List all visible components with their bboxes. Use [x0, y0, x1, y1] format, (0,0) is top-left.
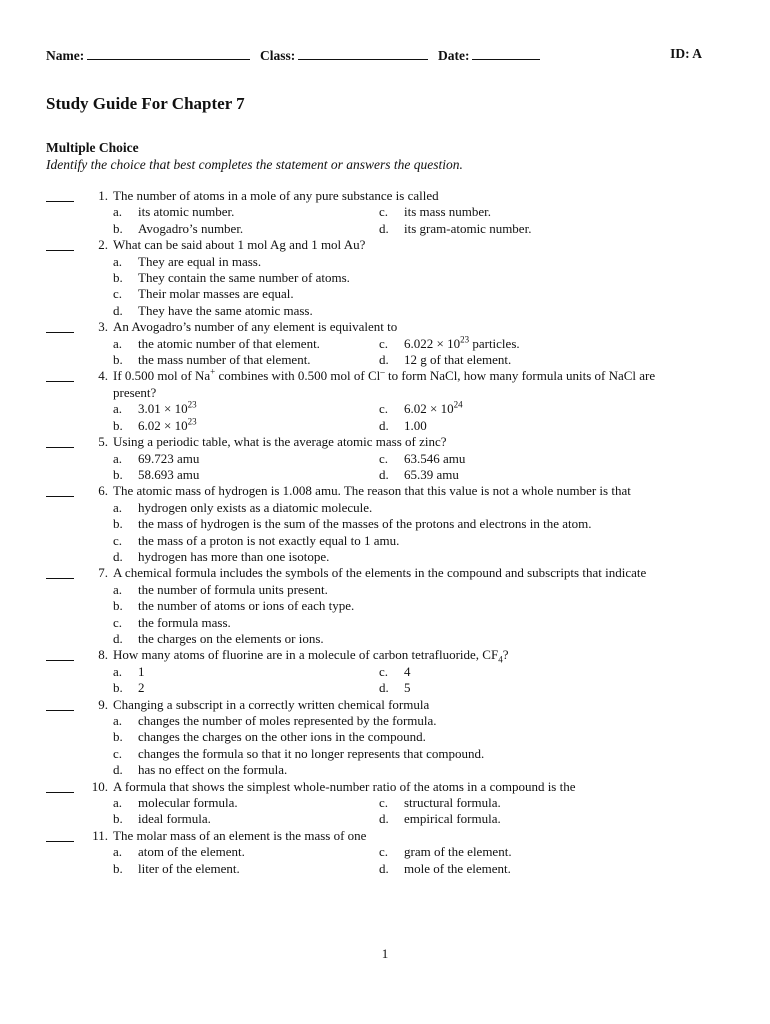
answer-option [113, 664, 379, 680]
answer-options [113, 336, 706, 369]
class-blank [298, 46, 428, 60]
option-letter: c. [113, 614, 123, 630]
question-item [46, 565, 706, 647]
question-number: 11. [92, 827, 108, 843]
answer-option [379, 664, 706, 680]
question-item [46, 319, 706, 368]
answer-blank [46, 201, 74, 202]
answer-blank [46, 381, 74, 382]
answer-option [113, 533, 706, 549]
option-letter: d. [379, 466, 389, 482]
option-letter: d. [113, 302, 123, 318]
question-text: The atomic mass of hydrogen is 1.008 amu. The reason that this value is not a whole number is that [113, 483, 631, 499]
option-text: They are equal in mass. [138, 253, 262, 269]
question-number: 10. [91, 778, 108, 794]
answer-option [113, 811, 379, 827]
question-number: 3. [98, 319, 108, 335]
option-letter: b. [113, 598, 123, 614]
question-text: The molar mass of an element is the mass of one [113, 827, 367, 843]
option-text: $3.01 \times 10^{23}$ [138, 399, 197, 417]
option-letter: b. [113, 860, 123, 876]
name-field [46, 46, 250, 64]
answer-option [113, 221, 379, 237]
option-letter: c. [113, 532, 123, 548]
answer-option [379, 204, 706, 220]
question-text: Changing a subscript in a correctly written chemical formula [113, 696, 430, 712]
answer-option [113, 631, 706, 647]
option-text: 4 [404, 663, 411, 679]
answer-options [113, 713, 706, 779]
option-text: mole of the element. [404, 860, 511, 876]
answer-option [113, 451, 379, 467]
answer-option [113, 713, 706, 729]
option-letter: c. [379, 663, 389, 679]
option-text: ideal formula. [138, 811, 211, 827]
answer-options [113, 401, 706, 434]
option-text: its gram-atomic number. [404, 220, 532, 236]
answer-option [113, 680, 379, 696]
option-letter: b. [113, 270, 123, 286]
question-number: 8. [98, 647, 108, 663]
answer-option [113, 352, 379, 368]
answer-options [113, 664, 706, 697]
question-item [46, 828, 706, 877]
answer-option [113, 746, 706, 762]
option-text: changes the formula so that it no longer represents that compound. [138, 745, 485, 761]
answer-option [113, 582, 706, 598]
question-number: 7. [98, 565, 108, 581]
answer-option [113, 418, 379, 434]
option-text: liter of the element. [138, 860, 240, 876]
option-text: 63.546 amu [404, 450, 466, 466]
option-letter: a. [113, 450, 123, 466]
option-letter: a. [113, 713, 123, 728]
option-letter: c. [379, 401, 389, 417]
answer-option [113, 336, 379, 352]
section-title: Multiple Choice [46, 140, 139, 155]
option-letter: b. [113, 729, 123, 745]
option-text: 1.00 [404, 417, 427, 433]
option-text: hydrogen has more than one isotope. [138, 548, 330, 564]
option-text: 58.693 amu [138, 466, 200, 482]
answer-option [379, 451, 706, 467]
option-text: Avogadro’s number. [138, 220, 244, 236]
question-list [46, 188, 706, 877]
option-text: $6.02 \times 10^{24}$ [404, 399, 463, 417]
page-title: Study Guide For Chapter 7 [46, 94, 245, 113]
option-text: empirical formula. [404, 811, 501, 827]
answer-blank [46, 578, 74, 579]
option-letter: d. [379, 352, 389, 368]
option-text: the number of atoms or ions of each type. [138, 598, 355, 614]
question-item [46, 237, 706, 319]
question-text: Using a periodic table, what is the average atomic mass of zinc? [113, 434, 447, 450]
answer-option [113, 270, 706, 286]
answer-option [113, 303, 706, 319]
option-letter: d. [379, 680, 389, 696]
option-text: hydrogen only exists as a diatomic molecule. [138, 499, 373, 515]
question-text: present? [113, 384, 157, 400]
question-text: The number of atoms in a mole of any pure substance is called [113, 188, 439, 203]
date-blank [472, 46, 540, 60]
answer-blank [46, 332, 74, 333]
option-text: 1 [138, 663, 145, 679]
option-text: 2 [138, 680, 145, 696]
id-label: ID: A [670, 46, 702, 61]
option-text: the formula mass. [138, 614, 231, 630]
class-field [260, 46, 428, 64]
question-text: What can be said about 1 mol Ag and 1 mol Au? [113, 237, 366, 253]
question-number: 9. [98, 696, 108, 712]
option-text: molecular formula. [138, 795, 238, 811]
option-text: 65.39 amu [404, 466, 459, 482]
answer-options [113, 500, 706, 566]
option-text: its atomic number. [138, 204, 235, 220]
question-text: How many atoms of fluorine are in a molecule of carbon tetrafluoride, $CF_4$? [113, 647, 509, 665]
option-letter: c. [379, 335, 389, 351]
option-letter: a. [113, 499, 123, 515]
answer-option [379, 844, 706, 860]
option-letter: c. [379, 844, 389, 860]
option-text: the number of formula units present. [138, 581, 328, 597]
answer-option [113, 598, 706, 614]
option-text: $6.022 \times 10^{23}$ particles. [404, 334, 520, 351]
answer-option [113, 254, 706, 270]
option-letter: a. [113, 204, 123, 220]
option-letter: b. [113, 417, 123, 433]
option-text: has no effect on the formula. [138, 762, 288, 778]
option-text: the charges on the elements or ions. [138, 630, 324, 646]
question-item [46, 434, 706, 483]
option-letter: b. [113, 811, 123, 827]
answer-option [113, 795, 379, 811]
option-letter: c. [379, 204, 389, 220]
answer-option [113, 762, 706, 778]
option-text: gram of the element. [404, 844, 512, 860]
question-text: If 0.500 mol of Na+ combines with 0.500 mol of Cl– to form NaCl, how many formula units of NaCl are [113, 367, 656, 384]
answer-option [113, 516, 706, 532]
answer-blank [46, 841, 74, 842]
option-text: changes the charges on the other ions in the compound. [138, 729, 426, 745]
section-instructions: Identify the choice that best completes the statement or answers the question. [46, 157, 463, 172]
option-text: atom of the element. [138, 844, 245, 860]
option-letter: c. [113, 286, 123, 302]
answer-blank [46, 496, 74, 497]
answer-options [113, 451, 706, 484]
answer-option [113, 401, 379, 417]
option-text: 69.723 amu [138, 450, 200, 466]
answer-blank [46, 710, 74, 711]
date-label: Date: [438, 48, 470, 63]
answer-option [379, 680, 706, 696]
answer-option [113, 286, 706, 302]
question-item [46, 779, 706, 828]
answer-option [379, 861, 706, 877]
answer-option [113, 549, 706, 565]
option-letter: d. [379, 811, 389, 827]
answer-option [379, 467, 706, 483]
option-letter: a. [113, 401, 123, 417]
answer-options [113, 204, 706, 237]
answer-option [113, 500, 706, 516]
question-item [46, 647, 706, 696]
option-letter: c. [113, 745, 123, 761]
option-text: $6.02 \times 10^{23}$ [138, 416, 197, 433]
answer-blank [46, 447, 74, 448]
question-item [46, 188, 706, 237]
question-text: A formula that shows the simplest whole-number ratio of the atoms in a compound is the [113, 778, 576, 794]
option-letter: d. [113, 630, 123, 646]
answer-option [379, 352, 706, 368]
answer-option [379, 221, 706, 237]
answer-option [379, 795, 706, 811]
option-text: structural formula. [404, 795, 501, 811]
question-number: 5. [98, 434, 108, 450]
date-field [438, 46, 540, 64]
option-text: changes the number of moles represented by the formula. [138, 713, 437, 728]
option-letter: c. [379, 795, 389, 811]
answer-blank [46, 250, 74, 251]
option-letter: a. [113, 581, 123, 597]
question-item [46, 483, 706, 565]
answer-options [113, 795, 706, 828]
option-letter: b. [113, 220, 123, 236]
option-text: the mass number of that element. [138, 352, 311, 368]
option-letter: b. [113, 516, 123, 532]
option-letter: a. [113, 795, 123, 811]
answer-option [379, 418, 706, 434]
answer-option [113, 204, 379, 220]
answer-blank [46, 792, 74, 793]
option-letter: d. [113, 762, 123, 778]
option-text: the mass of hydrogen is the sum of the masses of the protons and electrons in the atom. [138, 516, 592, 532]
answer-option [113, 861, 379, 877]
answer-options [113, 844, 706, 877]
option-text: 12 g of that element. [404, 352, 512, 368]
answer-option [113, 467, 379, 483]
name-blank [87, 46, 250, 60]
answer-option [379, 401, 706, 417]
answer-options [113, 582, 706, 648]
option-letter: b. [113, 680, 123, 696]
option-text: Their molar masses are equal. [138, 286, 294, 302]
option-letter: a. [113, 335, 123, 351]
option-text: They contain the same number of atoms. [138, 270, 350, 286]
option-letter: b. [113, 352, 123, 368]
option-letter: c. [379, 450, 389, 466]
answer-option [113, 844, 379, 860]
answer-option [113, 729, 706, 745]
question-text: An Avogadro’s number of any element is equivalent to [113, 319, 398, 335]
answer-option [113, 615, 706, 631]
question-item [46, 697, 706, 779]
question-item [46, 368, 706, 434]
option-text: the atomic number of that element. [138, 335, 320, 351]
option-letter: a. [113, 844, 123, 860]
option-letter: d. [379, 417, 389, 433]
worksheet-header [46, 46, 702, 66]
answer-options [113, 254, 706, 320]
option-letter: d. [113, 548, 123, 564]
option-text: They have the same atomic mass. [138, 302, 313, 318]
question-text: A chemical formula includes the symbols of the elements in the compound and subscripts that indicate [113, 565, 647, 581]
option-letter: a. [113, 253, 123, 269]
option-text: its mass number. [404, 204, 492, 220]
name-label: Name: [46, 48, 85, 63]
page-number: 1 [381, 946, 389, 961]
answer-blank [46, 660, 74, 661]
option-letter: a. [113, 663, 123, 679]
option-letter: b. [113, 466, 123, 482]
option-letter: d. [379, 860, 389, 876]
class-label: Class: [260, 48, 296, 63]
question-number: 1. [98, 188, 108, 203]
answer-option [379, 336, 706, 352]
question-number: 2. [98, 237, 108, 253]
answer-option [379, 811, 706, 827]
option-text: 5 [404, 680, 411, 696]
option-text: the mass of a proton is not exactly equal to 1 amu. [138, 532, 400, 548]
question-number: 6. [98, 483, 108, 499]
option-letter: d. [379, 220, 389, 236]
question-number: 4. [98, 368, 108, 384]
